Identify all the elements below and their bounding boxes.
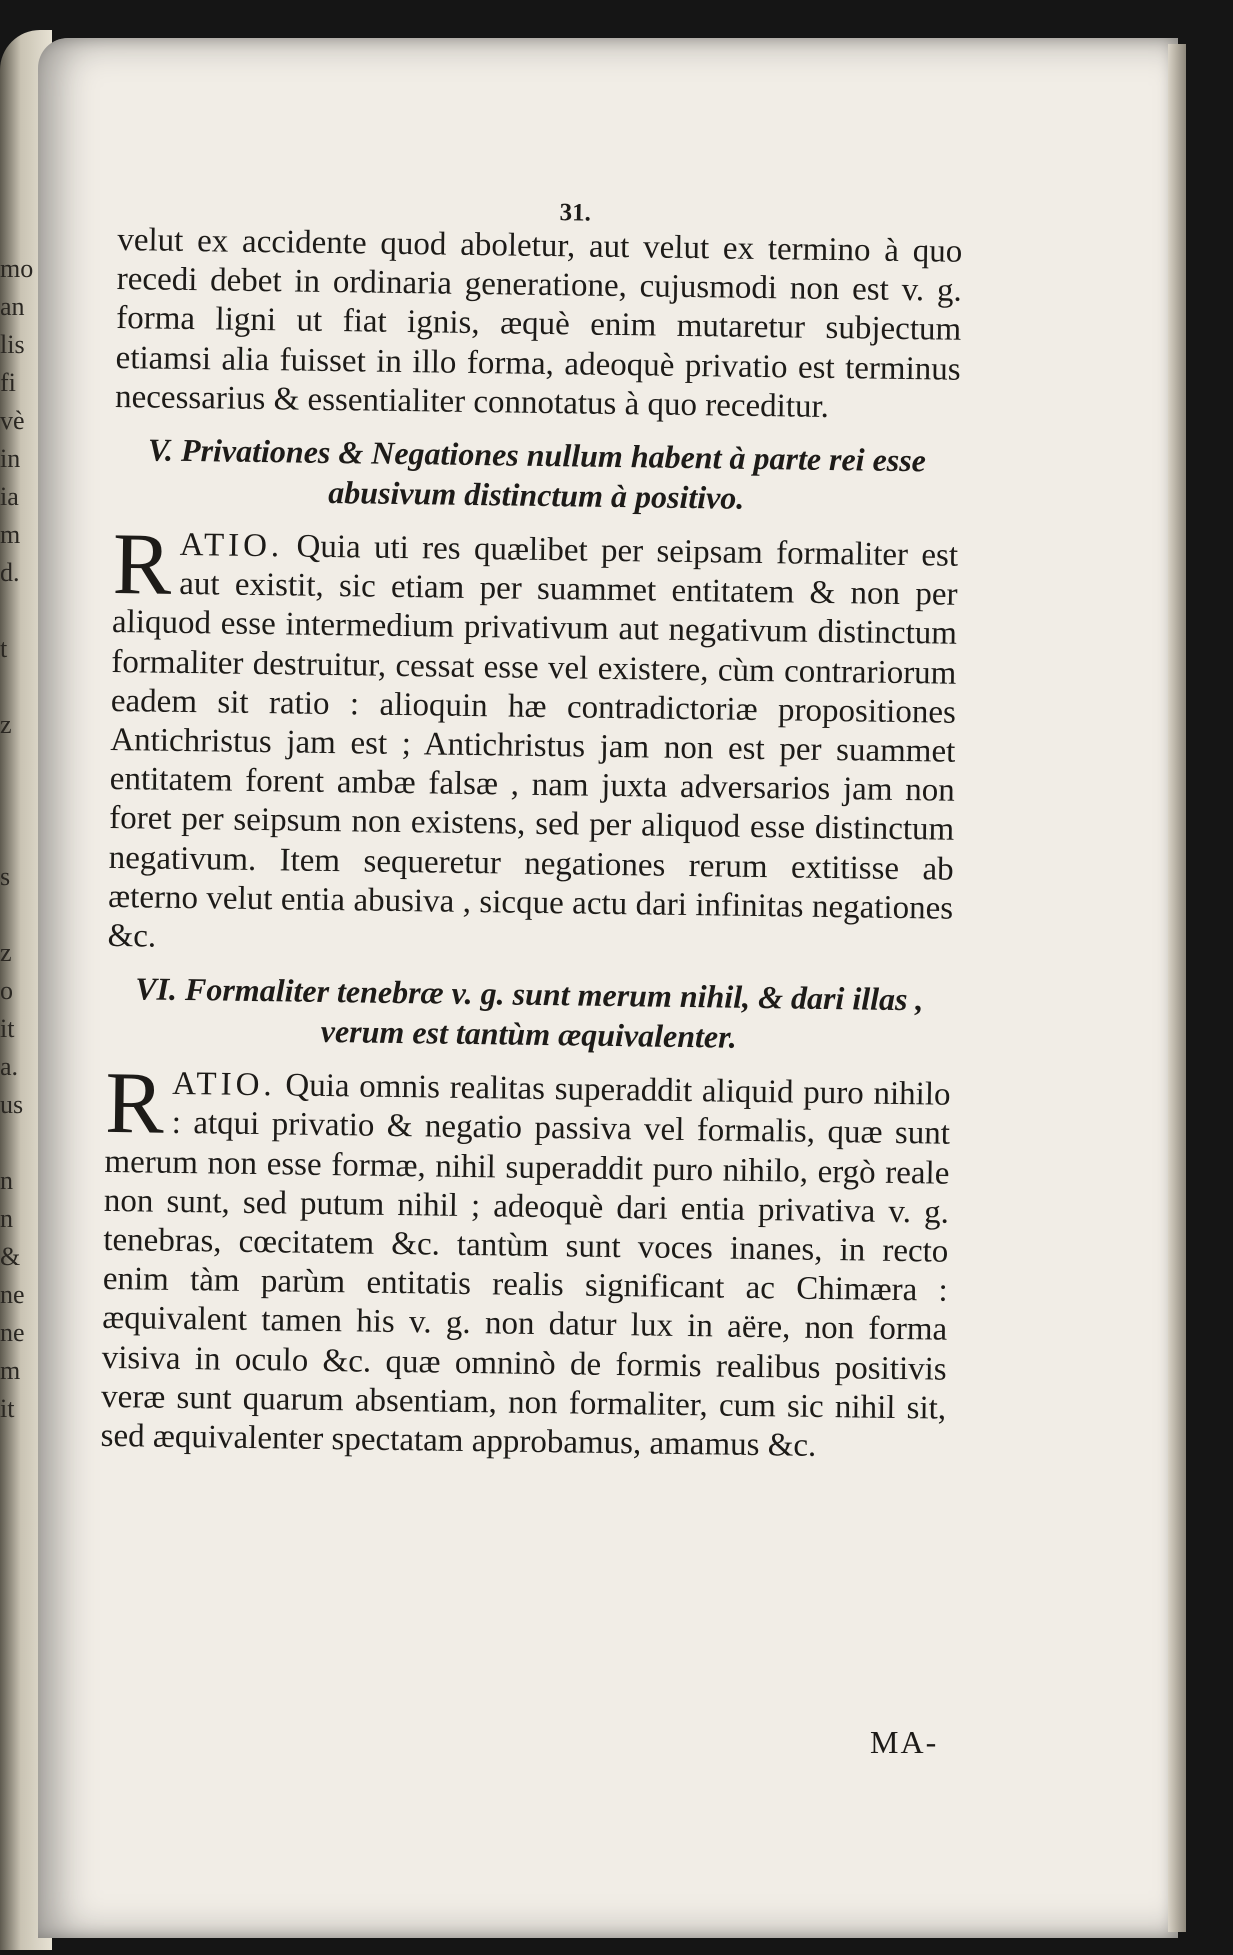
ratio-vi-dropcap: R bbox=[104, 1055, 165, 1153]
facing-page-fragment: lis bbox=[0, 330, 25, 359]
intro-paragraph: velut ex accidente quod aboletur, aut velut ex termino à quo recedi debet in ordinaria generatione, cujusmodi non est v. g. forma ligni ut fiat ignis, æquè enim mutaretur subjectum etiamsi alia fuisset in illo forma, adeoquè privatio est terminus necessarius & essentialiter connotatus à quo receditur. bbox=[114, 221, 963, 425]
thesis-v bbox=[114, 429, 960, 521]
facing-page-text-fragments bbox=[0, 250, 40, 1428]
facing-page-fragment: us bbox=[0, 1090, 24, 1119]
facing-page-fragment bbox=[0, 592, 40, 630]
facing-page-fragment: vè bbox=[0, 406, 25, 435]
facing-page-fragment: n bbox=[0, 1204, 13, 1233]
facing-page-fragment: an bbox=[0, 292, 25, 321]
facing-page-fragment: ia bbox=[0, 482, 19, 511]
facing-page-fragment: mo bbox=[0, 254, 34, 283]
facing-page-fragment: a. bbox=[0, 1052, 19, 1081]
facing-page-fragment: ne bbox=[0, 1318, 25, 1347]
thesis-vi-number: VI. bbox=[135, 970, 178, 1008]
facing-page-fragment: it bbox=[0, 1394, 15, 1423]
thesis-v-text: Privationes & Negationes nullum habent à parte rei esse abusivum distinctum à positivo. bbox=[180, 431, 927, 516]
facing-page-fragment: s bbox=[0, 862, 11, 891]
facing-page-fragment: m bbox=[0, 1356, 21, 1385]
facing-page-fragment bbox=[0, 744, 40, 782]
facing-page-fragment: o bbox=[0, 976, 13, 1005]
thesis-vi-text: Formaliter tenebræ v. g. sunt merum nihil, & dari illas , verum est tantùm æquivalenter. bbox=[184, 971, 924, 1055]
page-number: 31. bbox=[559, 199, 592, 227]
facing-page-fragment: ne bbox=[0, 1280, 25, 1309]
facing-page-fragment: & bbox=[0, 1242, 21, 1271]
facing-page-fragment: d. bbox=[0, 558, 20, 587]
facing-page-fragment: n bbox=[0, 1166, 13, 1195]
ratio-v-text: Quia uti res quælibet per seipsam formaliter est aut existit, sic etiam per suammet entitatem & non per aliquod esse intermedium privativum aut negativum distinctum formaliter destruitur, cessat esse vel existere, cùm contrariorum eadem sit ratio : alioquin hæ contradictoriæ propositiones Antichristus jam est ; Antichristus jam non est per suammet entitatem forent ambæ falsæ , nam juxta adversarios jam non foret per seipsum non existens, sed per aliquod esse distinctum negativum. Item sequeretur negationes rerum extitisse ab æterno velut entia abusiva , sicque actu dari infinitas negationes &c. bbox=[107, 528, 959, 955]
facing-page-fragment bbox=[0, 782, 40, 820]
facing-page-fragment bbox=[0, 668, 40, 706]
thesis-vi bbox=[106, 968, 952, 1060]
ratio-v-dropcap: R bbox=[112, 515, 173, 614]
facing-page-fragment bbox=[0, 896, 40, 934]
facing-page-fragment bbox=[0, 820, 40, 858]
catchword: MA- bbox=[870, 1724, 939, 1760]
facing-page-fragment: it bbox=[0, 1014, 15, 1043]
page-text-block bbox=[100, 193, 963, 1478]
facing-page-fragment: fi bbox=[0, 368, 16, 397]
ratio-vi-lead: ATIO. bbox=[172, 1066, 276, 1104]
facing-page-fragment bbox=[0, 1124, 40, 1162]
ratio-v-lead: ATIO. bbox=[179, 526, 284, 565]
page-stack-edge bbox=[1168, 44, 1186, 1932]
facing-page-fragment: in bbox=[0, 444, 21, 473]
ratio-vi-paragraph bbox=[100, 1055, 951, 1468]
facing-page-fragment: m bbox=[0, 520, 21, 549]
facing-page-fragment: t bbox=[0, 634, 8, 663]
ratio-vi-text: Quia omnis realitas superaddit aliquid puro nihilo : atqui privatio & negatio passiva vel formalis, quæ sunt merum non esse formæ, nihil superaddit puro nihilo, ergò reale non sunt, sed putum nihil ; adeoquè dari entia privativa v. g. tenebras, cœcitatem &c. tantùm sunt voces inanes, in recto enim tàm parùm entitatis realis significant ac Chimæra : æquivalent tamen his v. g. non datur lux in aëre, non forma visiva in oculo &c. quæ omninò de formis realibus positivis veræ sunt quarum absentiam, non formaliter, cum sic nihil sit, sed æquivalenter spectatam approbamus, amamus &c. bbox=[100, 1067, 951, 1464]
facing-page-fragment: z bbox=[0, 710, 12, 739]
facing-page-fragment: z bbox=[0, 938, 12, 967]
thesis-v-number: V. bbox=[147, 431, 174, 468]
ratio-v-paragraph bbox=[107, 515, 959, 968]
